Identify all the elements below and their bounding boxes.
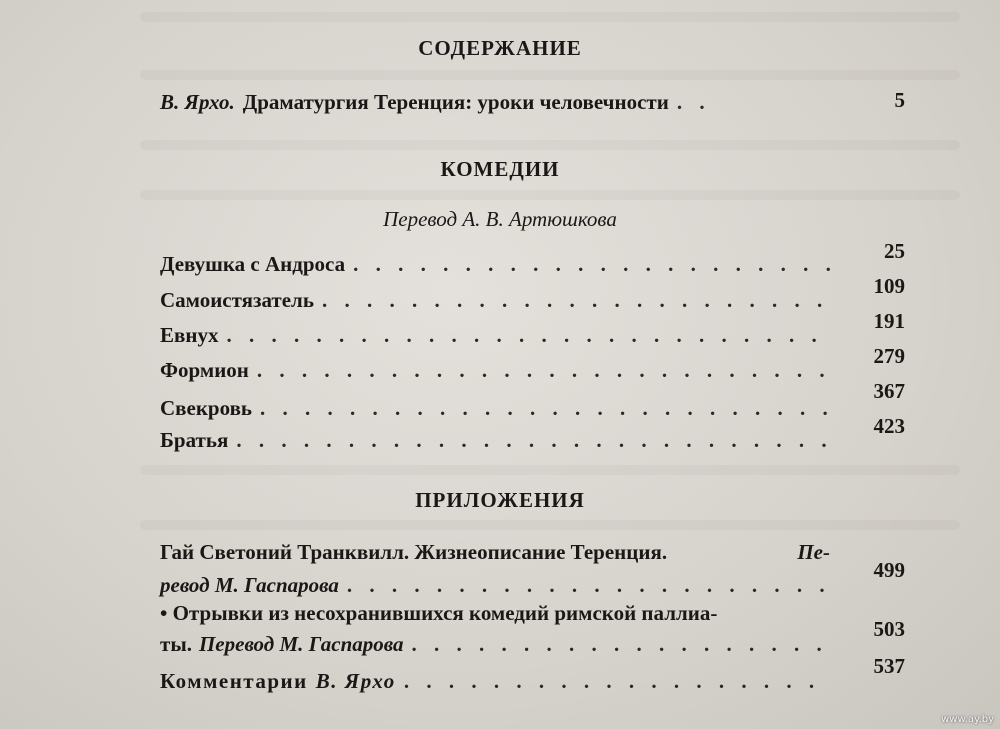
toc-entry[interactable] <box>160 428 830 453</box>
entry-page-number: 279 <box>873 344 905 368</box>
entry-page-number: 503 <box>873 617 905 641</box>
entry-title: Самоистязатель <box>160 288 314 312</box>
entry-title: • Отрывки из несохранившихся комедий римской паллиа- <box>160 601 718 625</box>
entry-page-number: 191 <box>873 309 905 333</box>
entry-page-number: 25 <box>884 239 905 263</box>
entry-translator: Перевод М. Гаспарова <box>198 632 404 656</box>
entry-title: Драматургия Теренция: уроки человечности <box>242 90 669 114</box>
bleed-through <box>140 190 960 200</box>
entry-title-cont: ты. <box>160 632 192 656</box>
toc-entry[interactable] <box>160 358 830 383</box>
entry-page-number: 537 <box>873 654 905 678</box>
translator-line: Перевод А. В. Артюшкова <box>383 207 617 231</box>
toc-title: СОДЕРЖАНИЕ <box>418 36 582 60</box>
dot-leader <box>322 288 830 313</box>
entry-author: В. Ярхо <box>315 669 396 693</box>
toc-entry[interactable] <box>160 323 830 348</box>
section-heading-comedies: КОМЕДИИ <box>440 157 560 181</box>
entry-title: Девушка с Андроса <box>160 252 346 276</box>
bleed-through <box>140 465 960 475</box>
dot-leader <box>347 573 830 598</box>
toc-entry-suetonius-line1[interactable] <box>160 540 830 565</box>
toc-entry[interactable] <box>160 396 830 421</box>
entry-translator-part: Пе- <box>797 540 830 564</box>
entry-page-number: 499 <box>873 558 905 582</box>
dot-leader <box>412 632 830 657</box>
toc-entry-commentary[interactable] <box>160 669 830 694</box>
toc-entry-fragments-line1[interactable] <box>160 601 830 626</box>
entry-author: В. Ярхо. <box>160 90 235 114</box>
entry-title: Комментарии <box>160 669 308 693</box>
bleed-through <box>140 70 960 80</box>
entry-page-number: 5 <box>894 88 905 112</box>
toc-entry[interactable] <box>160 252 830 277</box>
bleed-through <box>140 520 960 530</box>
dot-leader <box>226 323 830 348</box>
entry-title: Формион <box>160 358 249 382</box>
entry-title: Братья <box>160 428 229 452</box>
entry-translator: ревод М. Гаспарова <box>160 573 339 597</box>
entry-title: Гай Светоний Транквилл. Жизнеописание Теренция. <box>160 540 668 564</box>
dot-leader <box>260 396 830 421</box>
toc-entry-suetonius-line2[interactable] <box>160 573 830 598</box>
entry-page-number: 367 <box>873 379 905 403</box>
bleed-through <box>140 140 960 150</box>
entry-title: Евнух <box>160 323 219 347</box>
toc-entry-intro[interactable] <box>160 90 830 115</box>
entry-title: Свекровь <box>160 396 253 420</box>
dot-leader <box>236 428 830 453</box>
bleed-through <box>140 12 960 22</box>
dot-leader <box>677 90 717 115</box>
dot-leader <box>404 669 830 694</box>
entry-page-number: 423 <box>873 414 905 438</box>
toc-entry[interactable] <box>160 288 830 313</box>
dot-leader <box>257 358 830 383</box>
entry-page-number: 109 <box>873 274 905 298</box>
dot-leader <box>353 252 830 277</box>
toc-entry-fragments-line2[interactable] <box>160 632 830 657</box>
section-heading-appendix: ПРИЛОЖЕНИЯ <box>415 488 585 512</box>
watermark: www.ay.by <box>941 714 994 725</box>
